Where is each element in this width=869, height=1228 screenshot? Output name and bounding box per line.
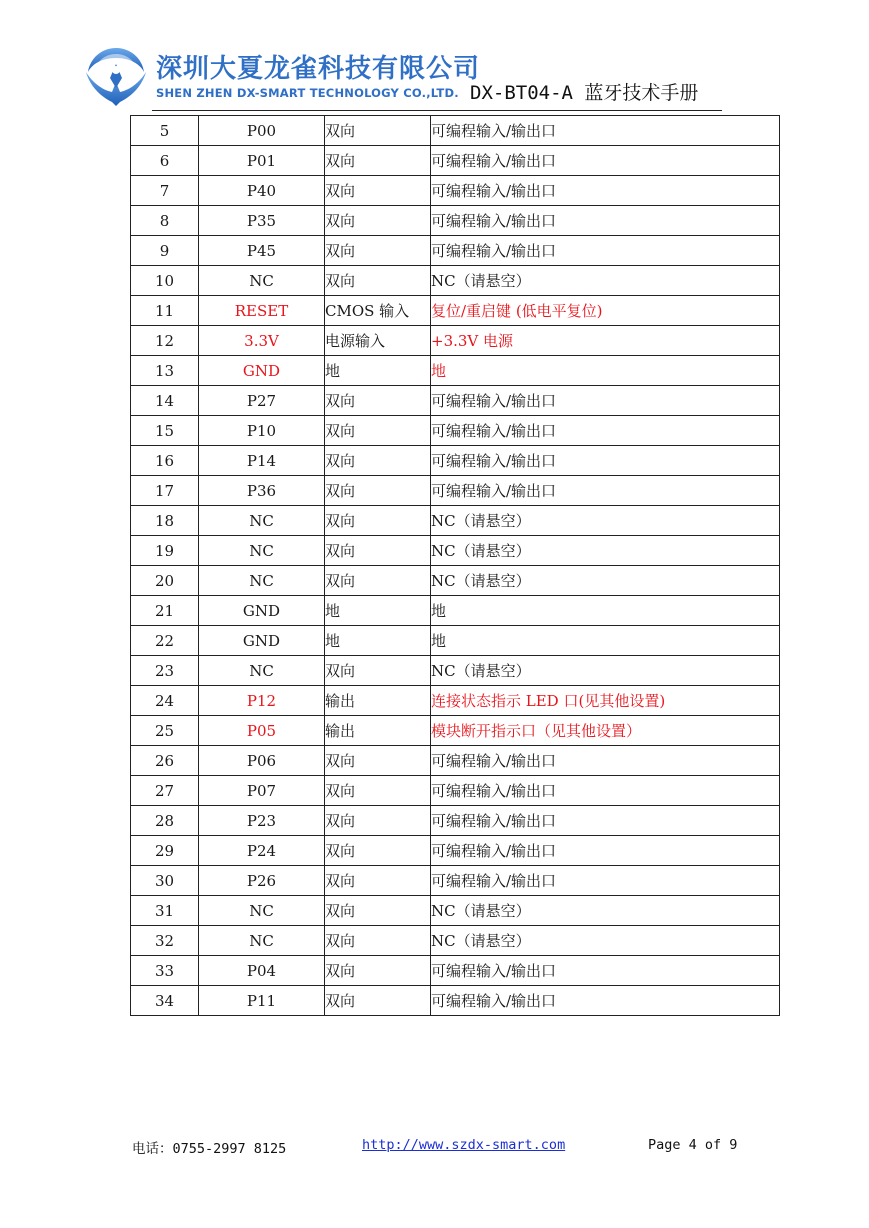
pin-description-cell: NC（请悬空）: [431, 506, 780, 536]
pin-name-cell: GND: [199, 356, 325, 386]
pin-description-cell: 可编程输入/输出口: [431, 176, 780, 206]
pin-type-cell: 双向: [325, 416, 431, 446]
header-divider: [152, 110, 722, 111]
pin-type-cell: 双向: [325, 386, 431, 416]
page-footer: [132, 1137, 752, 1157]
pin-number-cell: 28: [131, 806, 199, 836]
pin-name-cell: P04: [199, 956, 325, 986]
pin-description-cell: NC（请悬空）: [431, 656, 780, 686]
pin-number-cell: 25: [131, 716, 199, 746]
pin-number-cell: 13: [131, 356, 199, 386]
pin-number-cell: 7: [131, 176, 199, 206]
pin-name-cell: P01: [199, 146, 325, 176]
pin-number-cell: 9: [131, 236, 199, 266]
pin-description-cell: 可编程输入/输出口: [431, 236, 780, 266]
pin-description-cell: 可编程输入/输出口: [431, 116, 780, 146]
company-name-cn: 深圳大夏龙雀科技有限公司: [156, 54, 481, 84]
pin-description-cell: 可编程输入/输出口: [431, 386, 780, 416]
pin-number-cell: 18: [131, 506, 199, 536]
pin-number-cell: 26: [131, 746, 199, 776]
pin-name-cell: P45: [199, 236, 325, 266]
pin-definition-table: [130, 115, 780, 1016]
table-row: [131, 596, 780, 626]
pin-number-cell: 16: [131, 446, 199, 476]
table-row: [131, 656, 780, 686]
company-logo-icon: [82, 42, 150, 108]
pin-type-cell: 双向: [325, 116, 431, 146]
pin-number-cell: 20: [131, 566, 199, 596]
pin-description-cell: +3.3V 电源: [431, 326, 780, 356]
table-row: [131, 956, 780, 986]
pin-type-cell: 双向: [325, 536, 431, 566]
table-row: [131, 116, 780, 146]
pin-type-cell: 双向: [325, 476, 431, 506]
pin-number-cell: 8: [131, 206, 199, 236]
footer-phone: 电话：0755-2997 8125: [132, 1141, 287, 1157]
pin-type-cell: CMOS 输入: [325, 296, 431, 326]
pin-name-cell: NC: [199, 656, 325, 686]
pin-number-cell: 15: [131, 416, 199, 446]
pin-name-cell: 3.3V: [199, 326, 325, 356]
table-row: [131, 536, 780, 566]
pin-name-cell: P11: [199, 986, 325, 1016]
pin-description-cell: NC（请悬空）: [431, 926, 780, 956]
pin-description-cell: 可编程输入/输出口: [431, 416, 780, 446]
table-row: [131, 386, 780, 416]
pin-description-cell: 可编程输入/输出口: [431, 746, 780, 776]
pin-name-cell: P36: [199, 476, 325, 506]
table-row: [131, 356, 780, 386]
pin-description-cell: 复位/重启键 (低电平复位): [431, 296, 780, 326]
pin-type-cell: 双向: [325, 866, 431, 896]
pin-description-cell: 可编程输入/输出口: [431, 806, 780, 836]
pin-type-cell: 双向: [325, 566, 431, 596]
pin-type-cell: 双向: [325, 926, 431, 956]
table-row: [131, 626, 780, 656]
table-row: [131, 716, 780, 746]
pin-type-cell: 双向: [325, 506, 431, 536]
pin-description-cell: 地: [431, 596, 780, 626]
pin-name-cell: P26: [199, 866, 325, 896]
pin-description-cell: NC（请悬空）: [431, 566, 780, 596]
table-row: [131, 836, 780, 866]
table-row: [131, 296, 780, 326]
table-row: [131, 416, 780, 446]
pin-name-cell: NC: [199, 266, 325, 296]
footer-website-link[interactable]: http://www.szdx-smart.com: [362, 1137, 566, 1153]
document-title: DX-BT04-A 蓝牙技术手册: [470, 82, 699, 104]
pin-description-cell: 可编程输入/输出口: [431, 986, 780, 1016]
pin-name-cell: P27: [199, 386, 325, 416]
table-row: [131, 806, 780, 836]
pin-name-cell: P35: [199, 206, 325, 236]
pin-number-cell: 21: [131, 596, 199, 626]
pin-type-cell: 双向: [325, 206, 431, 236]
pin-name-cell: NC: [199, 566, 325, 596]
pin-type-cell: 双向: [325, 896, 431, 926]
pin-description-cell: 地: [431, 356, 780, 386]
pin-description-cell: 可编程输入/输出口: [431, 836, 780, 866]
pin-description-cell: 可编程输入/输出口: [431, 476, 780, 506]
pin-type-cell: 双向: [325, 746, 431, 776]
pin-description-cell: 可编程输入/输出口: [431, 206, 780, 236]
pin-number-cell: 12: [131, 326, 199, 356]
pin-type-cell: 双向: [325, 176, 431, 206]
pin-number-cell: 22: [131, 626, 199, 656]
pin-name-cell: P40: [199, 176, 325, 206]
pin-name-cell: P05: [199, 716, 325, 746]
pin-number-cell: 29: [131, 836, 199, 866]
pin-number-cell: 31: [131, 896, 199, 926]
table-row: [131, 926, 780, 956]
pin-number-cell: 10: [131, 266, 199, 296]
table-row: [131, 476, 780, 506]
table-row: [131, 896, 780, 926]
pin-type-cell: 双向: [325, 836, 431, 866]
pin-number-cell: 14: [131, 386, 199, 416]
pin-description-cell: NC（请悬空）: [431, 536, 780, 566]
pin-type-cell: 双向: [325, 986, 431, 1016]
pin-type-cell: 双向: [325, 146, 431, 176]
table-row: [131, 866, 780, 896]
pin-name-cell: P23: [199, 806, 325, 836]
pin-type-cell: 双向: [325, 446, 431, 476]
pin-name-cell: P06: [199, 746, 325, 776]
pin-name-cell: P07: [199, 776, 325, 806]
pin-name-cell: P14: [199, 446, 325, 476]
pin-type-cell: 输出: [325, 716, 431, 746]
pin-name-cell: NC: [199, 926, 325, 956]
pin-number-cell: 23: [131, 656, 199, 686]
pin-number-cell: 24: [131, 686, 199, 716]
pin-name-cell: RESET: [199, 296, 325, 326]
pin-description-cell: 可编程输入/输出口: [431, 776, 780, 806]
pin-name-cell: NC: [199, 896, 325, 926]
pin-name-cell: GND: [199, 626, 325, 656]
pin-table-body: [131, 116, 780, 1016]
pin-name-cell: P12: [199, 686, 325, 716]
pin-type-cell: 双向: [325, 656, 431, 686]
table-row: [131, 776, 780, 806]
pin-number-cell: 32: [131, 926, 199, 956]
pin-description-cell: NC（请悬空）: [431, 896, 780, 926]
pin-number-cell: 19: [131, 536, 199, 566]
page-header: [82, 40, 722, 110]
table-row: [131, 746, 780, 776]
table-row: [131, 326, 780, 356]
table-row: [131, 686, 780, 716]
pin-type-cell: 地: [325, 356, 431, 386]
pin-description-cell: 可编程输入/输出口: [431, 446, 780, 476]
pin-number-cell: 30: [131, 866, 199, 896]
company-name-en: SHEN ZHEN DX-SMART TECHNOLOGY CO.,LTD.: [156, 86, 459, 100]
table-row: [131, 446, 780, 476]
pin-number-cell: 34: [131, 986, 199, 1016]
pin-description-cell: NC（请悬空）: [431, 266, 780, 296]
pin-name-cell: NC: [199, 536, 325, 566]
pin-type-cell: 输出: [325, 686, 431, 716]
pin-name-cell: P00: [199, 116, 325, 146]
pin-type-cell: 双向: [325, 956, 431, 986]
pin-number-cell: 11: [131, 296, 199, 326]
pin-type-cell: 电源输入: [325, 326, 431, 356]
pin-number-cell: 6: [131, 146, 199, 176]
pin-type-cell: 双向: [325, 776, 431, 806]
pin-name-cell: NC: [199, 506, 325, 536]
table-row: [131, 176, 780, 206]
table-row: [131, 206, 780, 236]
pin-description-cell: 地: [431, 626, 780, 656]
pin-type-cell: 地: [325, 596, 431, 626]
pin-type-cell: 双向: [325, 236, 431, 266]
pin-name-cell: P10: [199, 416, 325, 446]
pin-type-cell: 双向: [325, 806, 431, 836]
pin-description-cell: 连接状态指示 LED 口(见其他设置): [431, 686, 780, 716]
footer-page-number: Page 4 of 9: [648, 1137, 738, 1153]
pin-description-cell: 可编程输入/输出口: [431, 146, 780, 176]
pin-name-cell: GND: [199, 596, 325, 626]
table-row: [131, 146, 780, 176]
pin-number-cell: 27: [131, 776, 199, 806]
pin-type-cell: 双向: [325, 266, 431, 296]
pin-number-cell: 5: [131, 116, 199, 146]
pin-description-cell: 可编程输入/输出口: [431, 866, 780, 896]
pin-number-cell: 33: [131, 956, 199, 986]
table-row: [131, 236, 780, 266]
pin-description-cell: 模块断开指示口（见其他设置）: [431, 716, 780, 746]
pin-type-cell: 地: [325, 626, 431, 656]
pin-name-cell: P24: [199, 836, 325, 866]
table-row: [131, 266, 780, 296]
pin-description-cell: 可编程输入/输出口: [431, 956, 780, 986]
table-row: [131, 566, 780, 596]
table-row: [131, 986, 780, 1016]
pin-number-cell: 17: [131, 476, 199, 506]
table-row: [131, 506, 780, 536]
